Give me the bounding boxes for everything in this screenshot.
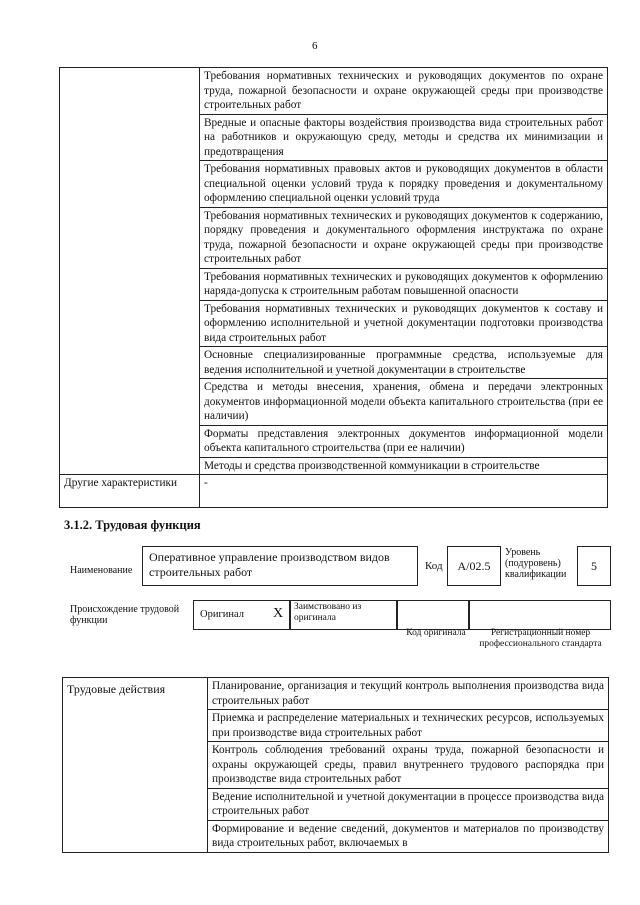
page-number: 6 — [312, 40, 318, 52]
reg-number-label: Регистрационный номер профессионального стандарта — [479, 628, 602, 649]
knowledge-item: Методы и средства производственной коммуникации в строительстве — [200, 457, 608, 475]
knowledge-label-cell — [60, 68, 200, 475]
code-box — [447, 546, 501, 586]
level-value: 5 — [591, 559, 597, 573]
name-value: Оперативное управление производством видов строительных работ — [149, 550, 390, 579]
knowledge-item: Основные специализированные программные средства, используемые для ведения исполнительной и учетной документации в строительстве — [200, 347, 608, 379]
knowledge-item: Требования нормативных технических и руководящих документов по охране труда, пожарной безопасности и охране окружающей среды при производстве строительных работ — [200, 68, 608, 115]
original-code-box — [396, 600, 470, 630]
knowledge-item: Требования нормативных технических и руководящих документов к составу и оформлению исполнительной и учетной документации подготовки производства вида строительных работ — [200, 300, 608, 347]
section-title: 3.1.2. Трудовая функция — [64, 518, 201, 532]
name-box — [142, 546, 418, 586]
knowledge-item: Требования нормативных технических и руководящих документов к содержанию, порядку проведения и документального оформления инструктажа по охране труда, пожарной безопасности и охране окружающей среды при производстве строительных работ — [200, 207, 608, 268]
original-mark: X — [273, 606, 284, 621]
name-label: Наименование — [70, 565, 133, 576]
original-box — [193, 600, 291, 630]
labor-action-item: Ведение исполнительной и учетной документации в процессе производства вида строительных работ — [208, 788, 609, 820]
level-box — [577, 546, 611, 586]
knowledge-item: Требования нормативных технических и руководящих документов к оформлению наряда-допуска к строительным работам повышенной опасности — [200, 268, 608, 300]
code-value: А/02.5 — [457, 559, 491, 573]
knowledge-item: Требования нормативных правовых актов и руководящих документов в области специальной оценки условий труда к порядку проведения и документальному оформлению специальной оценки условий труда — [200, 161, 608, 208]
labor-action-item: Формирование и ведение сведений, документов и материалов по производству вида строительных работ, включаемых в — [208, 820, 609, 852]
knowledge-item: Форматы представления электронных документов информационной модели объекта капитального строительства (при ее наличии) — [200, 425, 608, 457]
level-label: Уровень (подуровень) квалификации — [505, 547, 567, 580]
labor-actions-label: Трудовые действия — [63, 678, 208, 853]
original-label: Оригинал — [200, 609, 244, 620]
knowledge-item: Вредные и опасные факторы воздействия производства вида строительных работ на работников и окружающую среду, методы и средства их минимизации и предотвращения — [200, 114, 608, 161]
code-label: Код — [425, 560, 443, 572]
labor-actions-table — [62, 677, 609, 853]
knowledge-item: Средства и методы внесения, хранения, обмена и передачи электронных документов информационной модели объекта капитального строительства (при ее наличии) — [200, 379, 608, 426]
borrowed-box — [289, 600, 398, 630]
other-characteristics-label: Другие характеристики — [60, 475, 200, 508]
labor-action-item: Планирование, организация и текущий контроль выполнения производства вида строительных работ — [208, 678, 609, 710]
code-original-label: Код оригинала — [406, 628, 466, 638]
borrowed-label: Заимствовано из оригинала — [294, 602, 362, 623]
knowledge-table — [59, 67, 608, 508]
other-characteristics-value: - — [200, 475, 608, 508]
reg-number-box — [468, 600, 611, 630]
labor-action-item: Приемка и распределение материальных и технических ресурсов, используемых при производстве вида строительных работ — [208, 710, 609, 742]
labor-action-item: Контроль соблюдения требований охраны труда, пожарной безопасности и охраны окружающей среды, правил внутреннего трудового распорядка при производстве вида строительных работ — [208, 742, 609, 789]
origin-label: Происхождение трудовой функции — [70, 604, 180, 626]
